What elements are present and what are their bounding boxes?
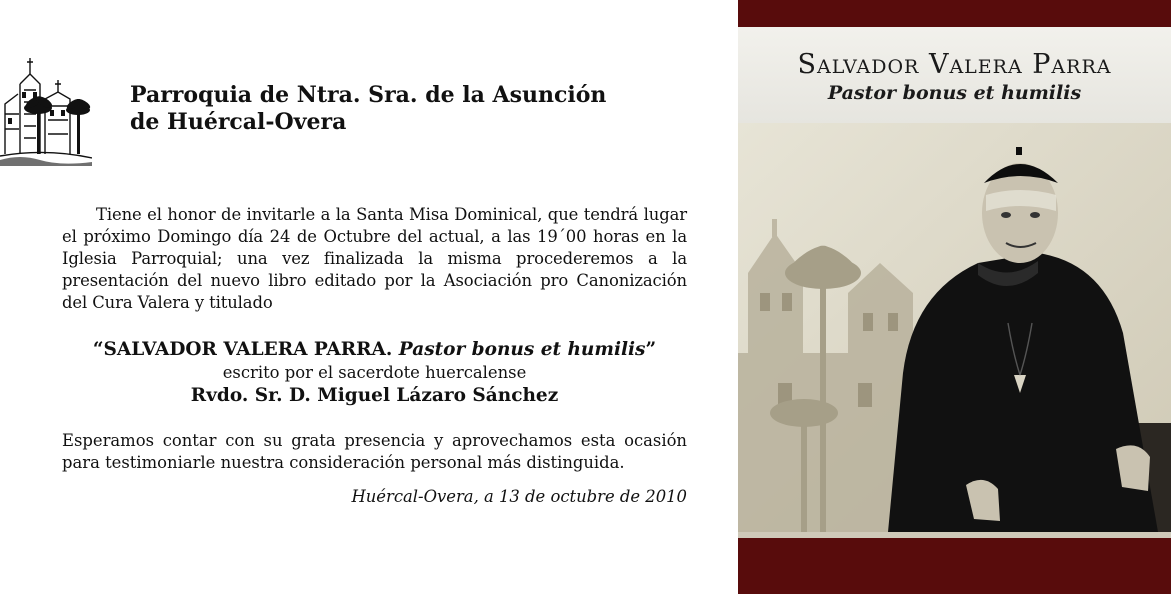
written-by: escrito por el sacerdote huercalense bbox=[222, 363, 527, 382]
book-cover bbox=[738, 0, 1171, 594]
cover-band bbox=[738, 532, 1171, 538]
cover-header bbox=[738, 27, 1171, 123]
open-quote: “ bbox=[92, 339, 104, 360]
church-engraving-icon bbox=[0, 44, 92, 166]
author-name: Rvdo. Sr. D. Miguel Lázaro Sánchez bbox=[190, 385, 559, 406]
closing-paragraph: Esperamos contar con su grata presencia y aprovechamos esta ocasión para testimoniarle nuestra consideración personal más distinguida. bbox=[62, 431, 687, 472]
place-date-signoff: Huércal-Overa, a 13 de octubre de 2010 bbox=[351, 487, 687, 506]
invitation-body: Tiene el honor de invitarle a la Santa Misa Dominical, que tendrá lugar el próximo Domingo día 24 de Octubre del actual, a las 19´00 horas en la Iglesia Parroquial; una vez finalizada la misma procederemos a la presentación del nuevo libro editado por la Asociación pro Canonización del Cura Valera y titulado bbox=[62, 205, 687, 312]
parish-heading bbox=[130, 82, 690, 136]
parish-name: Parroquia de Ntra. Sra. de la Asunción bbox=[130, 82, 607, 108]
book-title: SALVADOR VALERA PARRA. bbox=[103, 339, 393, 360]
priest-portrait-image bbox=[738, 123, 1171, 532]
close-quote: ” bbox=[645, 339, 657, 360]
parish-town: de Huércal-Overa bbox=[130, 109, 347, 135]
book-title-line bbox=[62, 338, 687, 362]
cover-title: Salvador Valera Parra bbox=[797, 49, 1112, 80]
book-announcement bbox=[62, 338, 687, 408]
cover-subtitle: Pastor bonus et humilis bbox=[827, 82, 1082, 104]
book-subtitle: Pastor bonus et humilis bbox=[398, 339, 646, 360]
